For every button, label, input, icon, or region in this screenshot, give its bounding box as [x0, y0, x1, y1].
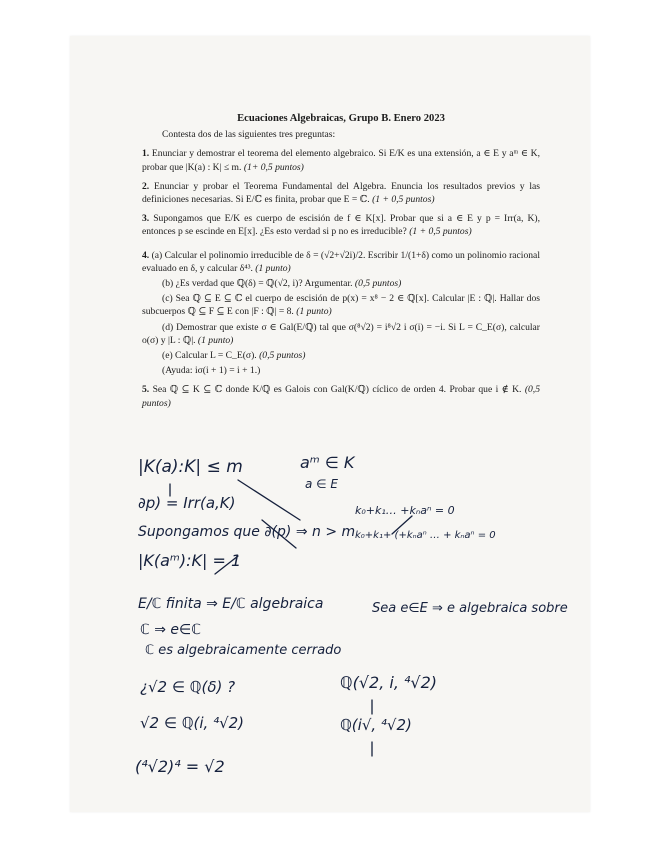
note-line: |K(a):K| ≤ m [138, 457, 243, 477]
question-points: (1 punto) [255, 262, 291, 274]
exam-intro: Contesta dos de las siguientes tres preguntas: [162, 129, 336, 141]
note-line: ℂ es algebraicamente cerrado [145, 643, 342, 658]
note-line: Sea e∈E ⇒ e algebraica sobre [372, 601, 568, 616]
note-line: E/ℂ finita ⇒ E/ℂ algebraica [138, 596, 324, 612]
question-points: (1+ 0,5 puntos) [243, 161, 304, 173]
question-number: 1. [142, 148, 150, 160]
question-points: (1 punto) [197, 334, 234, 346]
question-4-hint: (Ayuda: iσ(i + 1) = i + 1.) [162, 365, 261, 377]
note-line: ℚ(√2, i, ⁴√2) [340, 673, 438, 692]
note-line: ∂p) = Irr(a,K) [138, 494, 236, 512]
question-points: (0,5 puntos) [259, 350, 306, 362]
note-line: k₀+k₁+ (+kₙaⁿ … + kₙaⁿ = 0 [355, 530, 496, 541]
note-line: |K(aᵐ):K| = 1 [138, 551, 242, 570]
question-text: Enunciar y probar el Teorema Fundamental del Algebra. Enuncia los resultados previos y las definiciones necesarias. Si E/ℂ es finita, probar que E = ℂ. [142, 180, 540, 206]
note-line: (⁴√2)⁴ = √2 [135, 757, 225, 776]
question-text: (e) Calcular L = C_E(σ). [162, 350, 257, 362]
question-points: (1 + 0,5 puntos) [372, 194, 435, 206]
question-number: 5. [142, 384, 150, 396]
question-text: (c) Sea ℚ ⊆ E ⊆ ℂ el cuerpo de escisión de p(x) = x⁸ − 2 ∈ ℚ[x]. Calcular |E : ℚ|. Hallar dos subcuerpos ℚ ⊆ F ⊆ E con |F : ℚ| = 8. [142, 293, 540, 318]
question-text: (d) Demostrar que existe σ ∈ Gal(E/ℚ) tal que σ(⁸√2) = i⁸√2 i σ(i) = −i. Si L = C_E(σ), calcular o(σ) y |L : ℚ|. [142, 321, 540, 346]
question-points: (0,5 puntos) [142, 384, 540, 409]
note-line: aᵐ ∈ K [300, 453, 355, 472]
question-text: (b) ¿Es verdad que ℚ(δ) = ℚ(√2, i)? Argumentar. [162, 278, 353, 290]
question-text: Sea ℚ ⊆ K ⊆ ℂ donde K/ℚ es Galois con Gal(K/ℚ) cíclico de orden 4. Probar que i ∉ K. [152, 384, 522, 396]
note-line: Supongamos que ∂(p) ⇒ n > m [138, 524, 356, 540]
question-number: 2. [142, 180, 150, 192]
scribble-stroke [238, 480, 300, 520]
note-line: k₀+k₁… +kₙaⁿ = 0 [355, 504, 455, 517]
note-line: ℂ ⇒ e∈ℂ [140, 622, 201, 638]
question-text: (a) Calcular el polinomio irreducible de δ = (√2+√2i)/2. Escribir 1/(1+δ) como un polinomio racional evaluado en δ, y calcular δ⁴³. [142, 249, 540, 274]
note-line: ℚ(i√, ⁴√2) [340, 716, 412, 734]
exam-title: Ecuaciones Algebraicas, Grupo B. Enero 2023 [237, 113, 445, 124]
question-text: Supongamos que E/K es cuerpo de escisión de f ∈ K[x]. Probar que si a ∈ E y p = Irr(a, K), entonces p se escinde en E[x]. ¿Es esto verdad si p no es irreducible? [142, 213, 540, 238]
question-number: 3. [142, 213, 150, 225]
question-number: 4. [142, 249, 150, 261]
note-line: ¿√2 ∈ ℚ(δ) ? [140, 678, 236, 696]
question-points: (1 + 0,5 puntos) [409, 226, 472, 238]
note-line: √2 ∈ ℚ(i, ⁴√2) [140, 714, 245, 732]
question-text: Enunciar y demostrar el teorema del elemento algebraico. Si E/K es una extensión, a ∈ E y aᵐ ∈ K, probar que |K(a) : K| ≤ m. [142, 148, 541, 173]
note-line: a ∈ E [305, 477, 339, 491]
question-points: (1 punto) [296, 306, 332, 318]
question-points: (0,5 puntos) [354, 278, 402, 290]
